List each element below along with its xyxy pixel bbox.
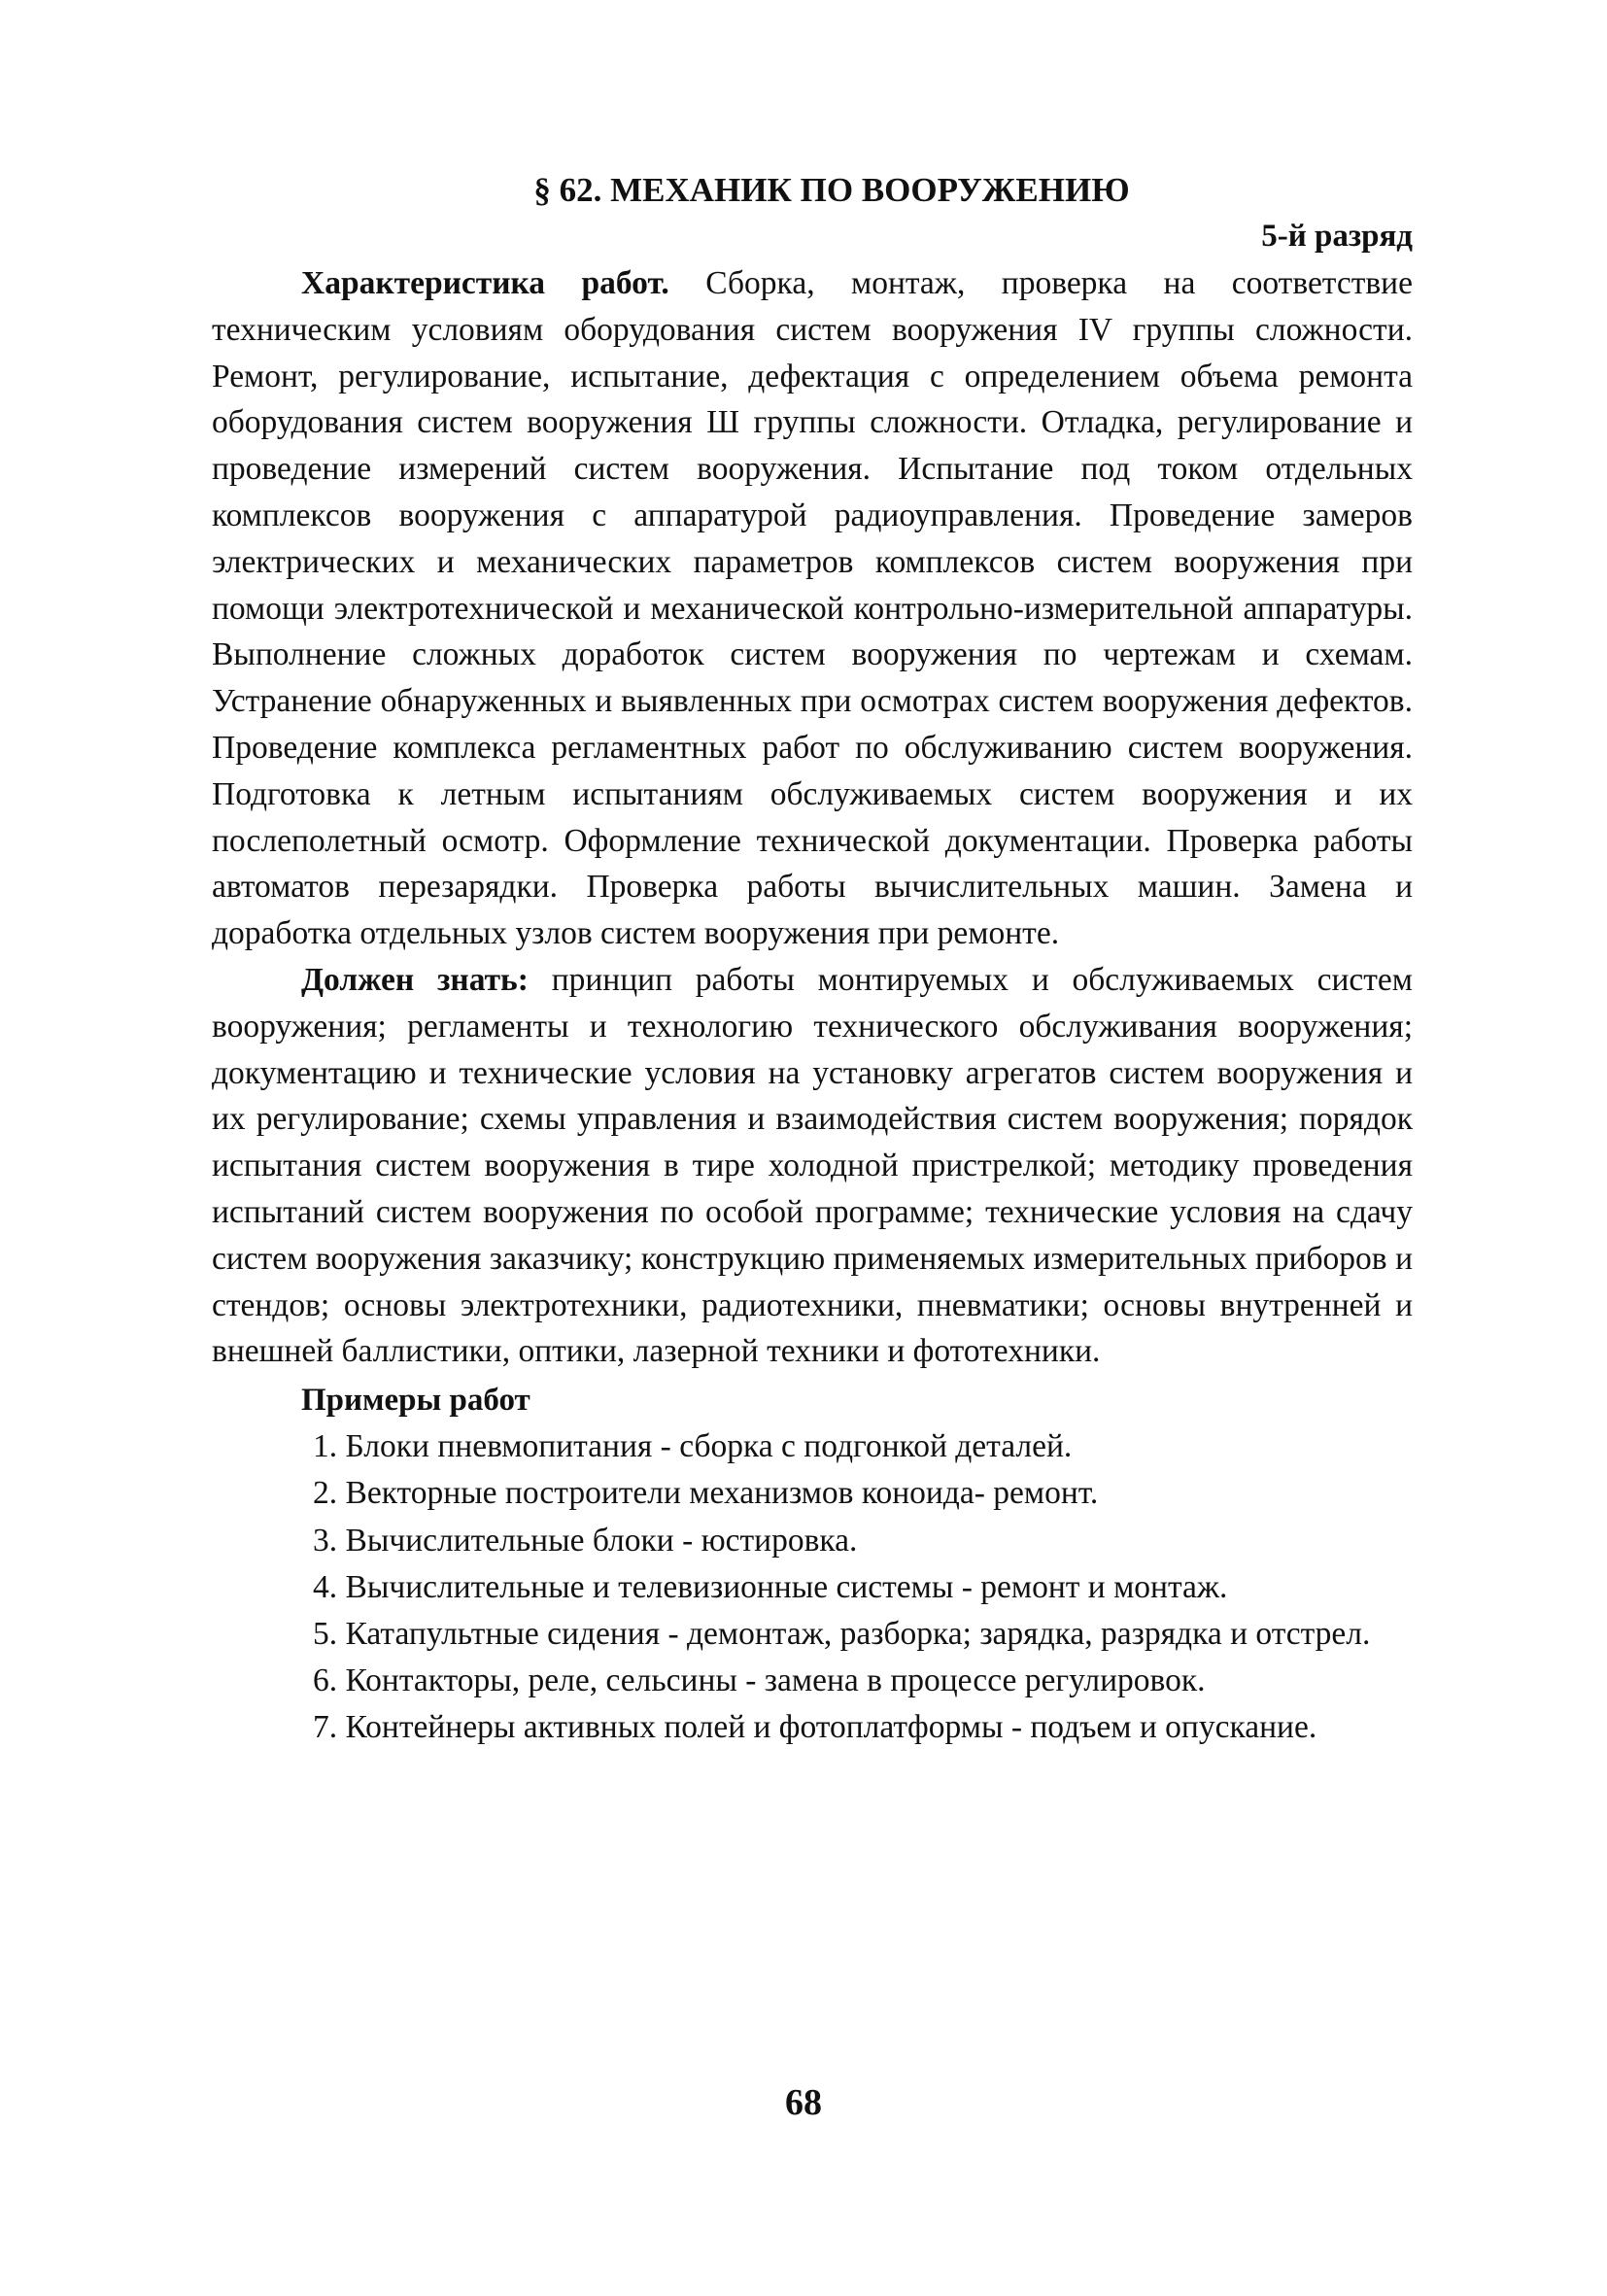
example-item: 3. Вычислительные блоки - юстировка.: [313, 1522, 858, 1559]
characteristics-label: Характеристика работ.: [301, 265, 669, 301]
examples-list: [212, 1423, 1413, 1751]
characteristics-paragraph: [212, 260, 1413, 957]
must-know-text: принцип работы монтируемых и обслуживаемых систем вооружения; регламенты и технологию технического обслуживания вооружения; документацию и технические условия на установку агрегатов систем вооружения и их регулирование; схемы управления и взаимодействия систем вооружения; порядок испытания систем вооружения в тире холодной пристрелкой; методику проведения испытаний систем вооружения по особой программе; технические условия на сдачу систем вооружения заказчику; конструкцию применяемых измерительных приборов и стендов; основы электротехники, радиотехники, пневматики; основы внутренней и внешней баллистики, оптики, лазерной техники и фототехники.: [212, 961, 1413, 1370]
text-block: [212, 167, 1413, 1752]
section-title: § 62. МЕХАНИК ПО ВООРУЖЕНИЮ: [533, 171, 1130, 209]
characteristics-text: Сборка, монтаж, проверка на соответствие техническим условиям оборудования систем вооружения IV группы сложности. Ремонт, регулирование, испытание, дефектация с определением объема ремонта оборудования систем вооружения Ш группы сложности. Отладка, регулирование и проведение измерений систем вооружения. Испытание под током отдельных комплексов вооружения с аппаратурой радиоуправления. Проведение замеров электрических и механических параметров комплексов систем вооружения при помощи электротехнической и механической контрольно-измерительной аппаратуры. Выполнение сложных доработок систем вооружения по чертежам и схемам. Устранение обнаруженных и выявленных при осмотрах систем вооружения дефектов. Проведение комплекса регламентных работ по обслуживанию систем вооружения. Подготовка к летным испытаниям обслуживаемых систем вооружения и их послеполетный осмотр. Оформление технической документации. Проверка работы автоматов перезарядки. Проверка работы вычислительных машин. Замена и доработка отдельных узлов систем вооружения при ремонте.: [212, 265, 1413, 952]
must-know-paragraph: [212, 957, 1413, 1375]
example-item: 2. Векторные построители механизмов коноида- ремонт.: [313, 1475, 1099, 1512]
page-number: 68: [785, 2082, 822, 2123]
example-item: 1. Блоки пневмопитания - сборка с подгонкой деталей.: [313, 1428, 1073, 1465]
example-item: 7. Контейнеры активных полей и фотоплатформы - подъем и опускание.: [313, 1709, 1317, 1746]
example-item: 6. Контакторы, реле, сельсины - замена в процессе регулировок.: [313, 1662, 1206, 1699]
example-item: 5. Катапультные сидения - демонтаж, разборка; зарядка, разрядка и отстрел.: [313, 1615, 1371, 1652]
examples-heading: Примеры работ: [301, 1383, 530, 1419]
example-item: 4. Вычислительные и телевизионные системы - ремонт и монтаж.: [313, 1568, 1228, 1605]
must-know-label: Должен знать:: [301, 961, 529, 998]
grade-label: 5-й разряд: [1261, 219, 1413, 254]
